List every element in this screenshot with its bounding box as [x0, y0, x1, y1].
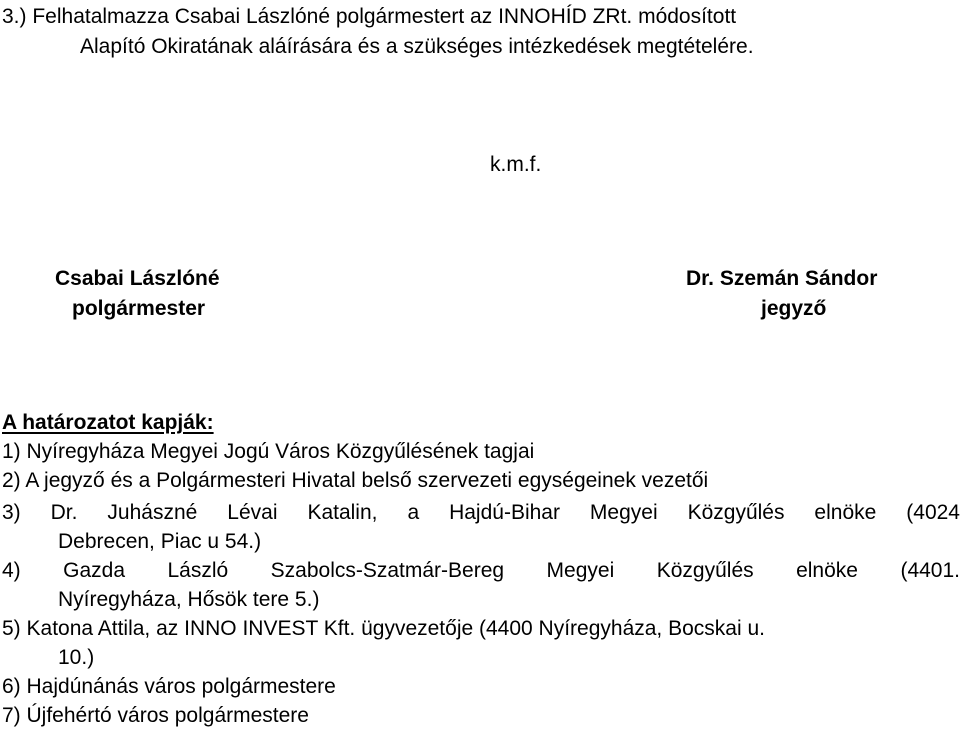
recipient-item-1: 1) Nyíregyháza Megyei Jogú Város Közgyűlésének tagjai	[2, 440, 535, 463]
recipient-item-5-line-2: 10.)	[58, 646, 95, 669]
signature-left-name: Csabai Lászlóné	[55, 267, 220, 290]
recipient-item-3-line-1: 3) Dr. Juhászné Lévai Katalin, a Hajdú-Bihar Megyei Közgyűlés elnöke (4024	[2, 501, 960, 524]
resolution-line-2: Alapító Okiratának aláírására és a szükséges intézkedések megtételére.	[80, 35, 754, 58]
signature-left-title: polgármester	[72, 297, 206, 320]
signature-right-title: jegyző	[761, 297, 827, 320]
recipient-item-4-line-1: 4) Gazda László Szabolcs-Szatmár-Bereg Megyei Közgyűlés elnöke (4401.	[2, 559, 960, 582]
recipient-item-3-line-2: Debrecen, Piac u 54.)	[58, 530, 262, 553]
recipient-item-6: 6) Hajdúnánás város polgármestere	[2, 675, 336, 698]
signature-right-name: Dr. Szemán Sándor	[686, 267, 878, 290]
recipient-item-2: 2) A jegyző és a Polgármesteri Hivatal belső szervezeti egységeinek vezetői	[2, 469, 709, 492]
kmf-label: k.m.f.	[490, 153, 542, 176]
resolution-line-1: 3.) Felhatalmazza Csabai Lászlóné polgármestert az INNOHÍD ZRt. módosított	[2, 5, 737, 28]
recipient-item-7: 7) Újfehértó város polgármestere	[2, 704, 309, 727]
recipients-heading: A határozatot kapják:	[2, 411, 214, 434]
recipient-item-4-line-2: Nyíregyháza, Hősök tere 5.)	[58, 588, 320, 611]
recipient-item-5-line-1: 5) Katona Attila, az INNO INVEST Kft. ügyvezetője (4400 Nyíregyháza, Bocskai u.	[2, 617, 765, 640]
